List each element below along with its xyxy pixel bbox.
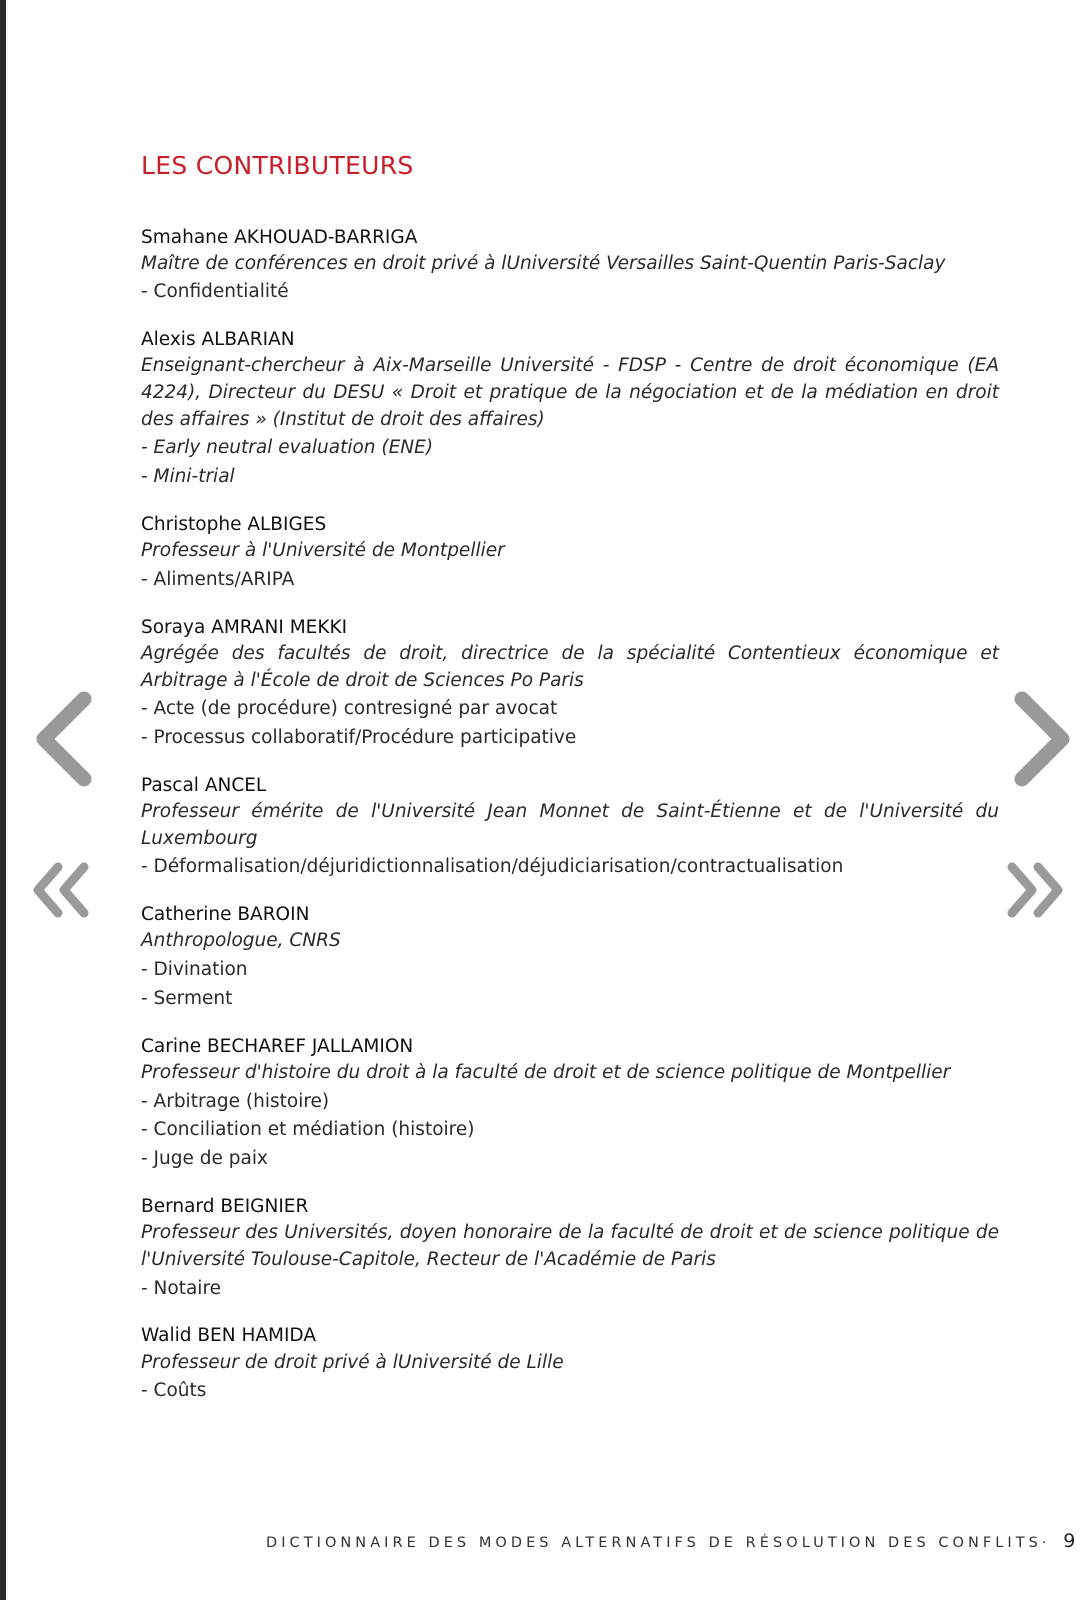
contributor-topic: - Conciliation et médiation (histoire) (141, 1119, 475, 1141)
contributor-role: Professeur d'histoire du droit à la faculté de droit et de science politique de Montpellier (141, 1061, 951, 1083)
contributor-name: Soraya AMRANI MEKKI (141, 616, 348, 638)
contributor-entry (141, 1034, 999, 1173)
contributor-role: Enseignant-chercheur à Aix-Marseille Université - FDSP - Centre de droit économique (EA 4224), Directeur du DESU « Droit et pratique de la négociation et de la médiation en droit des affaires » (Institut de droit des affaires) (141, 355, 999, 430)
contributor-topic: - Acte (de procédure) contresigné par avocat (141, 698, 558, 720)
contributor-entry (141, 225, 999, 307)
first-page-button[interactable] (30, 861, 92, 919)
contributor-topic: - Early neutral evaluation (ENE) (141, 437, 434, 459)
contributor-name: Carine BECHAREF JALLAMION (141, 1035, 414, 1057)
contributor-topic: - Notaire (141, 1277, 222, 1299)
double-chevron-right-icon (1004, 861, 1066, 919)
footer-book-title: DICTIONNAIRE DES MODES ALTERNATIFS DE RÉSOLUTION DES CONFLITS (266, 1535, 1042, 1551)
contributor-topic: - Arbitrage (histoire) (141, 1090, 330, 1112)
contributors-list (141, 225, 999, 1406)
section-title: LES CONTRIBUTEURS (141, 151, 414, 180)
contributor-topic: - Juge de paix (141, 1148, 268, 1170)
contributor-role: Agrégée des facultés de droit, directrice de la spécialité Contentieux économique et Arbitrage à l'École de droit de Sciences Po Paris (141, 642, 999, 691)
last-page-button[interactable] (1004, 861, 1066, 919)
contributor-role: Anthropologue, CNRS (141, 930, 341, 952)
contributor-role: Professeur de droit privé à lUniversité de Lille (141, 1351, 564, 1373)
contributor-entry (141, 327, 999, 491)
contributor-name: Bernard BEIGNIER (141, 1195, 309, 1217)
contributor-name: Christophe ALBIGES (141, 513, 327, 535)
contributor-name: Walid BEN HAMIDA (141, 1325, 317, 1347)
contributor-role: Maître de conférences en droit privé à lUniversité Versailles Saint-Quentin Paris-Saclay (141, 252, 946, 274)
contributor-entry (141, 615, 999, 752)
previous-page-button[interactable] (34, 691, 94, 787)
contributor-role: Professeur des Universités, doyen honoraire de la faculté de droit et de science politique de l'Université Toulouse-Capitole, Recteur de l'Académie de Paris (141, 1222, 999, 1270)
contributor-name: Alexis ALBARIAN (141, 329, 295, 351)
contributor-entry (141, 512, 999, 594)
contributor-topic: - Serment (141, 987, 233, 1009)
page-edge-shadow (0, 0, 6, 1600)
contributor-entry (141, 1323, 999, 1405)
page-number: 9 (1063, 1530, 1076, 1552)
contributor-topic: - Mini-trial (141, 466, 235, 488)
contributor-topic: - Processus collaboratif/Procédure participative (141, 727, 577, 748)
page-footer (266, 1530, 1075, 1552)
contributor-role: Professeur à l'Université de Montpellier (141, 540, 505, 562)
contributor-topic: - Déformalisation/déjuridictionnalisation/déjudiciarisation/contractualisation (141, 856, 844, 878)
contributor-topic: - Aliments/ARIPA (141, 568, 295, 590)
next-page-button[interactable] (1012, 691, 1072, 787)
page-content (141, 150, 999, 1426)
contributor-role: Professeur émérite de l'Université Jean Monnet de Saint-Étienne et de l'Université du Luxembourg (141, 801, 999, 849)
contributor-entry (141, 902, 999, 1013)
chevron-right-icon (1012, 691, 1072, 787)
contributor-topic: - Coûts (141, 1380, 207, 1402)
contributor-entry (141, 773, 999, 881)
contributor-topic: - Divination (141, 959, 248, 981)
double-chevron-left-icon (30, 861, 92, 919)
contributor-name: Catherine BAROIN (141, 904, 310, 926)
footer-separator: · (1041, 1535, 1051, 1551)
contributor-topic: - Confidentialité (141, 281, 289, 303)
contributor-entry (141, 1194, 999, 1302)
chevron-left-icon (34, 691, 94, 787)
contributor-name: Smahane AKHOUAD-BARRIGA (141, 226, 418, 248)
contributor-name: Pascal ANCEL (141, 774, 267, 796)
